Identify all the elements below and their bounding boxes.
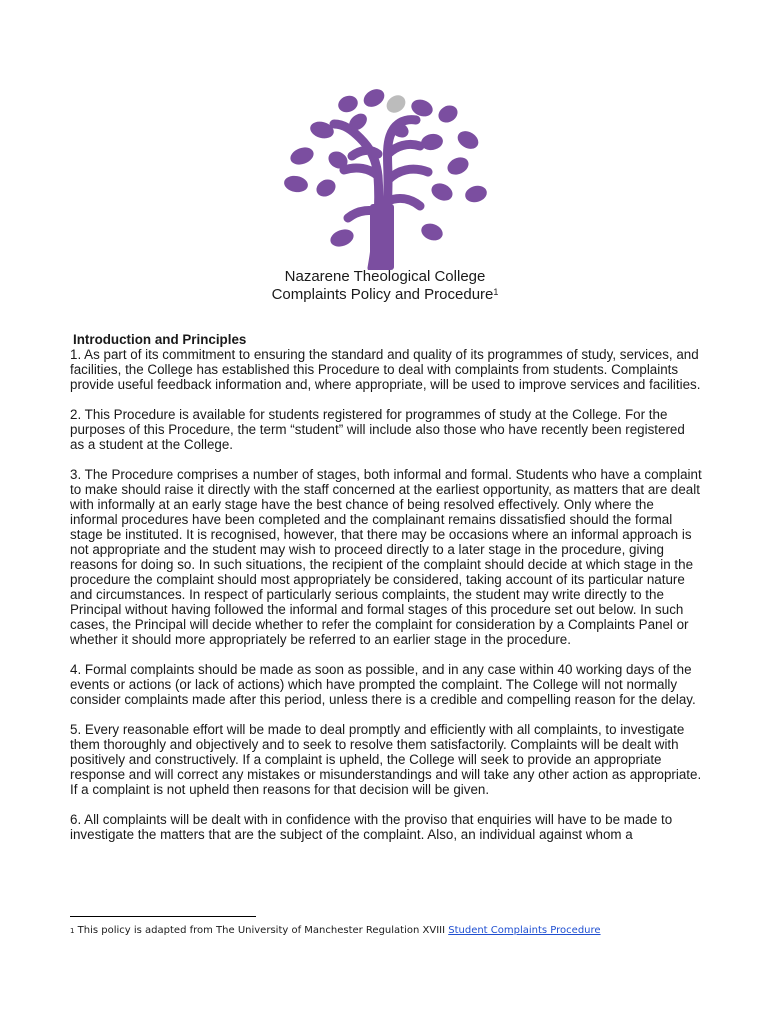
paragraph-3: 3. The Procedure comprises a number of stages, both informal and formal. Students who have a complaint to make should raise it directly with the staff concerned at the earliest opportunity, as matters that are dealt with informally at an early stage have the best chance of being resolved effectively. Only where the informal procedures have been completed and the complainant remains dissatisfied should the formal stage be instituted. It is recognised, however, that there may be occasions where an informal approach is not appropriate and the student may wish to proceed directly to a later stage in the procedure, giving reasons for doing so. In such situations, the recipient of the complaint should decide at which stage in the procedure the complaint should most appropriately be considered, taking account of its particular nature and circumstances. In respect of particularly serious complaints, the student may write directly to the Principal without having followed the informal and formal stages of this procedure set out below. In such cases, the Principal will decide whether to refer the complaint for consideration by a Complaints Panel or whether it should more appropriately be referred to an earlier stage in the procedure.	[70, 467, 702, 647]
paragraph-2: 2. This Procedure is available for students registered for programmes of study at the College. For the purposes of this Procedure, the term “student” will include also those who have recently been registered as a student at the College.	[70, 407, 685, 452]
footnote-reference: 1	[493, 287, 499, 297]
college-tree-logo	[282, 84, 494, 270]
institution-name: Nazarene Theological College	[284, 268, 486, 285]
footnote-link[interactable]: Student Complaints Procedure	[448, 925, 601, 936]
document-title	[0, 286, 770, 304]
footnote	[70, 924, 710, 938]
footnote-text: This policy is adapted from The University of Manchester Regulation XVIII	[77, 925, 449, 936]
document-header	[0, 268, 770, 304]
document-title-text: Complaints Policy and Procedure	[271, 286, 494, 303]
paragraph-1: 1. As part of its commitment to ensuring the standard and quality of its programmes of study, services, and facilities, the College has established this Procedure to deal with complaints from students. Complaints provide useful feedback information and, where appropriate, will be used to improve services and facilities.	[70, 347, 701, 392]
tree-logo-icon	[282, 84, 494, 270]
paragraph-4: 4. Formal complaints should be made as soon as possible, and in any case within 40 working days of the events or actions (or lack of actions) which have prompted the complaint. The College will not normally consider complaints made after this period, unless there is a credible and compelling reason for the delay.	[70, 662, 696, 707]
paragraph-5: 5. Every reasonable effort will be made to deal promptly and efficiently with all complaints, to investigate them thoroughly and objectively and to seek to resolve them satisfactorily. Complaints will be dealt with positively and constructively. If a complaint is upheld, the College will seek to provide an appropriate response and will correct any mistakes or misunderstandings and will take any other action as appropriate. If a complaint is not upheld then reasons for that decision will be given.	[70, 722, 702, 797]
footnote-divider	[70, 916, 256, 917]
document-body	[70, 332, 702, 857]
section-heading: Introduction and Principles	[73, 332, 247, 347]
paragraph-6: 6. All complaints will be dealt with in confidence with the proviso that enquiries will have to be made to investigate the matters that are the subject of the complaint. Also, an individual against whom a	[70, 812, 673, 842]
footnote-number: 1	[70, 927, 75, 935]
